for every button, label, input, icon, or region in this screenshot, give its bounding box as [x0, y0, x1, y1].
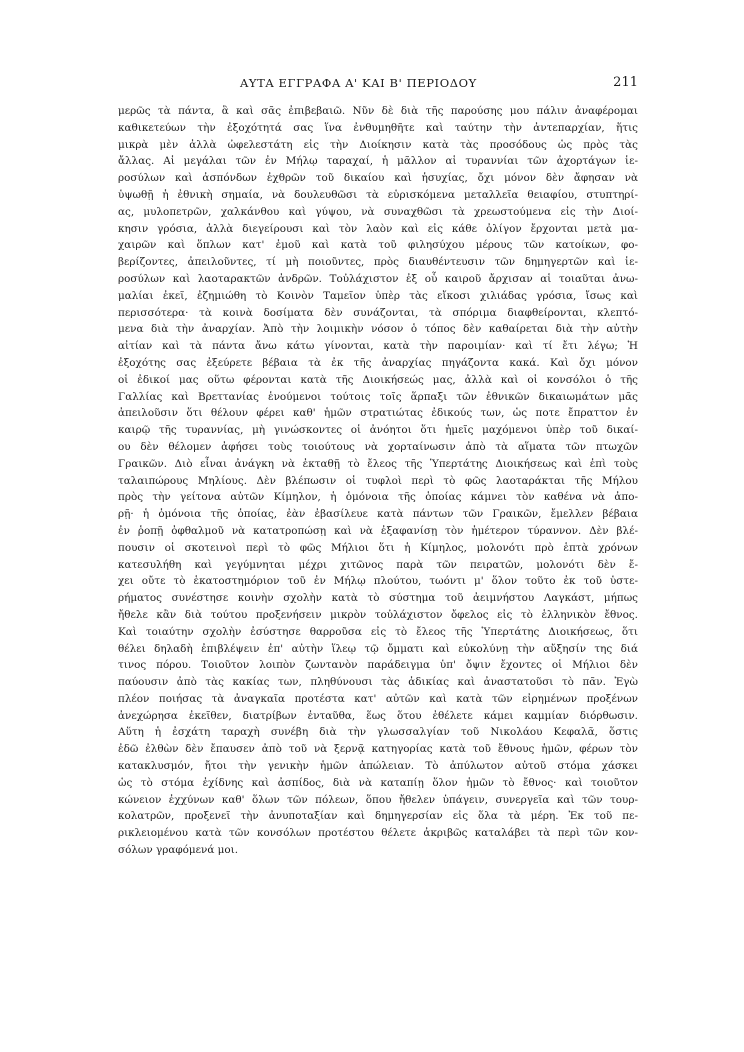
text-line: πουσιν οἱ σκοτεινοὶ περὶ τὸ φῶς Μήλιοι ὅτι ἡ Κίμηλος, μολονότι πρὸ ἑπτὰ χρόνων [118, 541, 638, 554]
text-line: χαιρῶν καὶ ὅπλων κατ' ἐμοῦ καὶ κατὰ τοῦ φιλησύχου μέρους τῶν κατοίκων, φο- [118, 239, 638, 252]
text-line: βερίζοντες, ἀπειλοῦντες, τί μὴ ποιοῦντες, πρὸς διαυθέντευσιν τῶν δημηγερτῶν καὶ ἱε- [118, 256, 638, 269]
body-text [118, 103, 638, 859]
text-line: ἐδῶ ἐλθὼν δὲν ἔπαυσεν ἀπὸ τοῦ νὰ ξερνᾷ κατηγορίας κατὰ τοῦ ἔθνους ἡμῶν, φέρων τὸν [118, 743, 638, 756]
text-line: περισσότερα· τὰ κοινὰ δοσίματα δὲν συνάζονται, τὰ σπόριμα διαφθείρονται, κλεπτό- [118, 306, 638, 319]
text-line: μερῶς τὰ πάντα, ἃ καὶ σᾶς ἐπιβεβαιῶ. Νῦν δὲ διὰ τῆς παρούσης μου πάλιν ἀναφέρομαι [118, 105, 638, 117]
text-line: πρὸς τὴν γείτονα αὐτῶν Κίμηλον, ἡ ὁμόνοια τῆς ὁποίας κάμνει τὸν καθένα νὰ ἀπο- [118, 491, 638, 504]
text-line: ταλαιπώρους Μηλίους. Δὲν βλέπωσιν οἱ τυφλοὶ περὶ τὸ φῶς λαοταράκται τῆς Μήλου [118, 474, 638, 487]
text-line: ἄλλας. Αἱ μεγάλαι τῶν ἐν Μήλῳ ταραχαί, ἡ μᾶλλον αἱ τυραννίαι τῶν ἀχορτάγων ἱε- [118, 155, 638, 168]
text-line: ἀπειλοῦσιν ὅτι θέλουν φέρει καθ' ἡμῶν στρατιώτας ἐδικούς των, ὡς ποτε ἔπραττον ἐν [118, 407, 638, 420]
text-line: παύουσιν ἀπὸ τὰς κακίας των, πληθύνουσι τὰς ἀδικίας καὶ ἀναστατοῦσι τὸ πᾶν. Ἐγὼ [118, 676, 638, 689]
text-line: ρικλειομένου κατὰ τῶν κονσόλων προτέστου θέλετε ἀκριβῶς καταλάβει τὰ περὶ τῶν κον- [118, 827, 638, 840]
text-line: μικρὰ μὲν ἀλλὰ ὠφελεστάτη εἰς τὴν Διοίκησιν κατὰ τὰς προσόδους ὡς πρὸς τὰς [118, 138, 638, 151]
text-line: ας, μυλοπετρῶν, χαλκάνθου καὶ γύψου, νὰ συναχθῶσι τὰ χρεωστούμενα εἰς τὴν Διοί- [118, 205, 638, 218]
running-head: ΑΥΤΑ ΕΓΓΡΑΦΑ Α' ΚΑΙ Β' ΠΕΡΙΟΔΟΥ [240, 76, 477, 90]
text-line: κατακλυσμόν, ἤτοι τὴν γενικὴν ἡμῶν ἀπώλειαν. Τὸ ἀπύλωτον αὐτοῦ στόμα χάσκει [118, 760, 638, 773]
text-line: τινος πόρου. Τοιοῦτον λοιπὸν ζωντανὸν παράδειγμα ὑπ' ὄψιν ἔχοντες οἱ Μήλιοι δὲν [118, 659, 638, 672]
text-line: ἐξοχότης σας ἐξεύρετε βέβαια τὰ ἐκ τῆς ἀναρχίας πηγάζοντα κακά. Καὶ ὄχι μόνον [118, 356, 638, 369]
text-line: ἀνεχώρησα ἐκεῖθεν, διατρίβων ἐνταῦθα, ἕως ὅτου ἐθέλετε κάμει καμμίαν διόρθωσιν. [118, 709, 638, 722]
text-line: κώνειον ἐχχύνων καθ' ὅλων τῶν πόλεων, ὅπου ἤθελεν ὑπάγειν, συνεργεῖα καὶ τῶν τουρ- [118, 793, 638, 806]
text-line: ρήματος συνέστησε κοινὴν σχολὴν κατὰ τὸ σύστημα τοῦ ἀειμνήστου Λαγκάστ, μήπως [118, 592, 638, 605]
text-line: ὑψωθῇ ἡ ἐθνικὴ σημαία, νὰ δουλευθῶσι τὰ εὑρισκόμενα μεταλλεῖα θειαφίου, στυπτηρί- [118, 188, 638, 201]
text-line: σόλων γραφόμενά μοι. [118, 844, 239, 857]
text-line: καιρῷ τῆς τυραννίας, μὴ γινώσκοντες οἱ ἀνόητοι ὅτι ἡμεῖς μαχόμενοι ὑπὲρ τοῦ δικαί- [118, 424, 638, 437]
text-line: ρῇ· ἡ ὁμόνοια τῆς ὁποίας, ἐὰν ἐβασίλευε κατὰ πάντων τῶν Γραικῶν, ἔμελλεν βέβαια [118, 508, 638, 521]
text-line: χει οὔτε τὸ ἑκατοστημόριον τοῦ ἐν Μήλῳ πλούτου, τωόντι μ' ὅλον τοῦτο ἐκ τοῦ ὑστε- [118, 575, 638, 588]
text-line: ὡς τὸ στόμα ἐχίδνης καὶ ἀσπίδος, διὰ νὰ καταπίῃ ὅλον ἡμῶν τὸ ἔθνος· καὶ τοιοῦτον [118, 776, 638, 789]
text-line: αἰτίαν καὶ τὰ πάντα ἄνω κάτω γίνονται, κατὰ τὴν παροιμίαν· καὶ τί ἔτι λέγω; Ἡ [118, 340, 638, 353]
text-line: κατεσυλήθη καὶ γεγύμνηται μέχρι χιτῶνος παρὰ τῶν πειρατῶν, μολονότι δὲν ἔ- [118, 558, 638, 571]
text-line: κησιν γρόσια, ἀλλὰ διεγείρουσι καὶ τὸν λαὸν καὶ εἰς κάθε ὀλίγον ἔρχονται μετὰ μα- [118, 222, 638, 235]
text-line: μαλίαι ἐκεῖ, ἐζημιώθη τὸ Κοινὸν Ταμεῖον ὑπὲρ τὰς εἴκοσι χιλιάδας γρόσια, ἴσως καὶ [118, 289, 638, 302]
page-number: 211 [613, 75, 638, 90]
text-line: Αὕτη ἡ ἐσχάτη ταραχὴ συνέβη διὰ τὴν γλωσσαλγίαν τοῦ Νικολάου Κεφαλᾶ, ὅστις [118, 726, 638, 739]
text-line: πλέον ποιήσας τὰ ἀναγκαῖα προτέστα κατ' αὐτῶν καὶ κατὰ τῶν εἰρημένων προξένων [118, 692, 638, 705]
text-line: κολατρῶν, προξενεῖ τὴν ἀνυποταξίαν καὶ δημηγερσίαν εἰς ὅλα τὰ μέρη. Ἐκ τοῦ πε- [118, 810, 638, 823]
text-line: ροσύλων καὶ λαοταρακτῶν ἀνδρῶν. Τοὐλάχιστον ἐξ οὗ καιροῦ ἄρχισαν αἱ τοιαῦται ἀνω- [118, 272, 638, 285]
page-header [118, 76, 638, 96]
text-line: ροσύλων καὶ ἀσπόνδων ἐχθρῶν τοῦ δικαίου καὶ ἡσυχίας, ὄχι μόνον δὲν ἄφησαν νὰ [118, 172, 638, 185]
text-line: μενα διὰ τὴν ἀναρχίαν. Ἀπὸ τὴν λοιμικὴν νόσον ὁ τόπος δὲν καθαίρεται διὰ τὴν αὐτὴν [118, 323, 638, 336]
text-line: Γραικῶν. Διὸ εἶναι ἀνάγκη νὰ ἐκταθῇ τὸ ἔλεος τῆς Ὑπερτάτης Διοικήσεως καὶ ἐπὶ τοὺς [118, 457, 638, 470]
text-line: ἐν ῥοπῇ ὀφθαλμοῦ νὰ κατατροπώσῃ καὶ νὰ ἐξαφανίσῃ τὸν ἡμέτερον τύραννον. Δὲν βλέ- [118, 524, 638, 537]
text-line: καθικετεύων τὴν ἐξοχότητά σας ἵνα ἐνθυμηθῆτε καὶ ταύτην τὴν ἀντεπαρχίαν, ἥτις [118, 121, 638, 134]
text-line: ου δὲν θέλομεν ἀφήσει τοὺς τοιούτους νὰ χορταίνωσιν ἀπὸ τὰ αἵματα τῶν πτωχῶν [118, 440, 638, 453]
text-line: θέλει δηλαδὴ ἐπιβλέψειν ἐπ' αὐτὴν ἵλεῳ τῷ ὄμματι καὶ εὐκολύνῃ τὴν αὔξησίν της διά [118, 642, 638, 655]
text-line: Γαλλίας καὶ Βρεττανίας ἑνούμενοι τούτοις τοῖς ἅρπαξι τῶν ἐθνικῶν δικαιωμάτων μᾶς [118, 390, 638, 403]
text-line: Καὶ τοιαύτην σχολὴν ἐσύστησε θαρροῦσα εἰς τὸ ἔλεος τῆς Ὑπερτάτης Διοικήσεως, ὅτι [118, 625, 638, 638]
text-line: ἤθελε κἂν διὰ τούτου προξενήσειν μικρὸν τοὐλάχιστον ὄφελος εἰς τὸ ἑλληνικὸν ἔθνος. [118, 608, 638, 621]
text-line: οἱ ἐδικοί μας οὕτω φέρονται κατὰ τῆς Διοικήσεώς μας, ἀλλὰ καὶ οἱ κονσόλοι ὁ τῆς [118, 373, 638, 386]
